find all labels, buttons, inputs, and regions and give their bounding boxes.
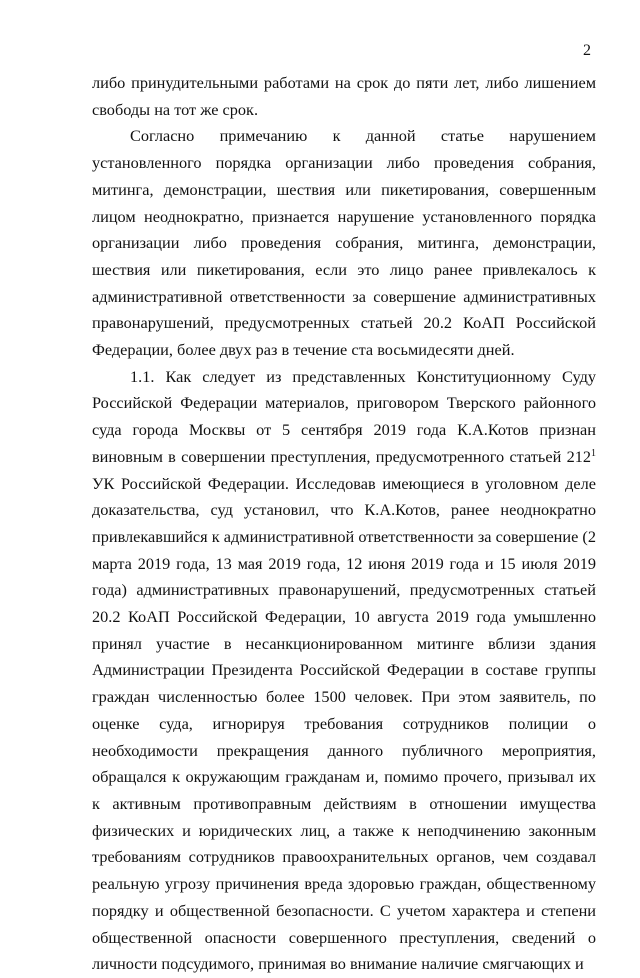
paragraph-case-facts <box>92 364 596 978</box>
paragraph-case-facts-rest: УК Российской Федерации. Исследовав имеющиеся в уголовном деле доказательства, суд установил, что К.А.Котов, ранее неоднократно привлекавшийся к административной ответственности за совершение (2 марта 2019 года, 13 мая 2019 года, 12 июня 2019 года и 15 июля 2019 года) административных правонарушений, предусмотренных статьей 20.2 КоАП Российской Федерации, 10 августа 2019 года умышленно принял участие в несанкционированном митинге вблизи здания Администрации Президента Российской Федерации в составе группы граждан численностью более 1500 человек. При этом заявитель, по оценке суда, игнорируя требования сотрудников полиции о необходимости прекращения данного публичного мероприятия, обращался к окружающим гражданам и, помимо прочего, призывал их к активным противоправным действиям в отношении имущества физических и юридических лиц, а также к неподчинению законным требованиям сотрудников правоохранительных органов, чем создавал реальную угрозу причинения вреда здоровью граждан, общественному порядку и общественной безопасности. С учетом характера и степени общественной опасности совершенного преступления, сведений о личности подсудимого, принимая во внимание наличие смягчающих и <box>92 473 596 974</box>
document-body <box>92 70 596 978</box>
paragraph-continuation: либо принудительными работами на срок до пяти лет, либо лишением свободы на тот же срок. <box>92 73 596 119</box>
page-number: 2 <box>583 42 591 59</box>
paragraph-note: Согласно примечанию к данной статье нарушением установленного порядка организации либо проведения собрания, митинга, демонстрации, шествия или пикетирования, совершенным лицом неоднократно, признается нарушение установленного порядка организации либо проведения собрания, митинга, демонстрации, шествия или пикетирования, если это лицо ранее привлекалось к административной ответственности за совершение административных правонарушений, предусмотренных статьей 20.2 КоАП Российской Федерации, более двух раз в течение ста восьмидесяти дней. <box>92 126 596 360</box>
paragraph-case-facts-start: 1.1. Как следует из представленных Конституционному Суду Российской Федерации материалов, приговором Тверского районного суда города Москвы от 5 сентября 2019 года К.А.Котов признан виновным в совершении преступления, предусмотренного статьей 212 <box>92 366 596 466</box>
article-superscript: 1 <box>591 447 596 459</box>
